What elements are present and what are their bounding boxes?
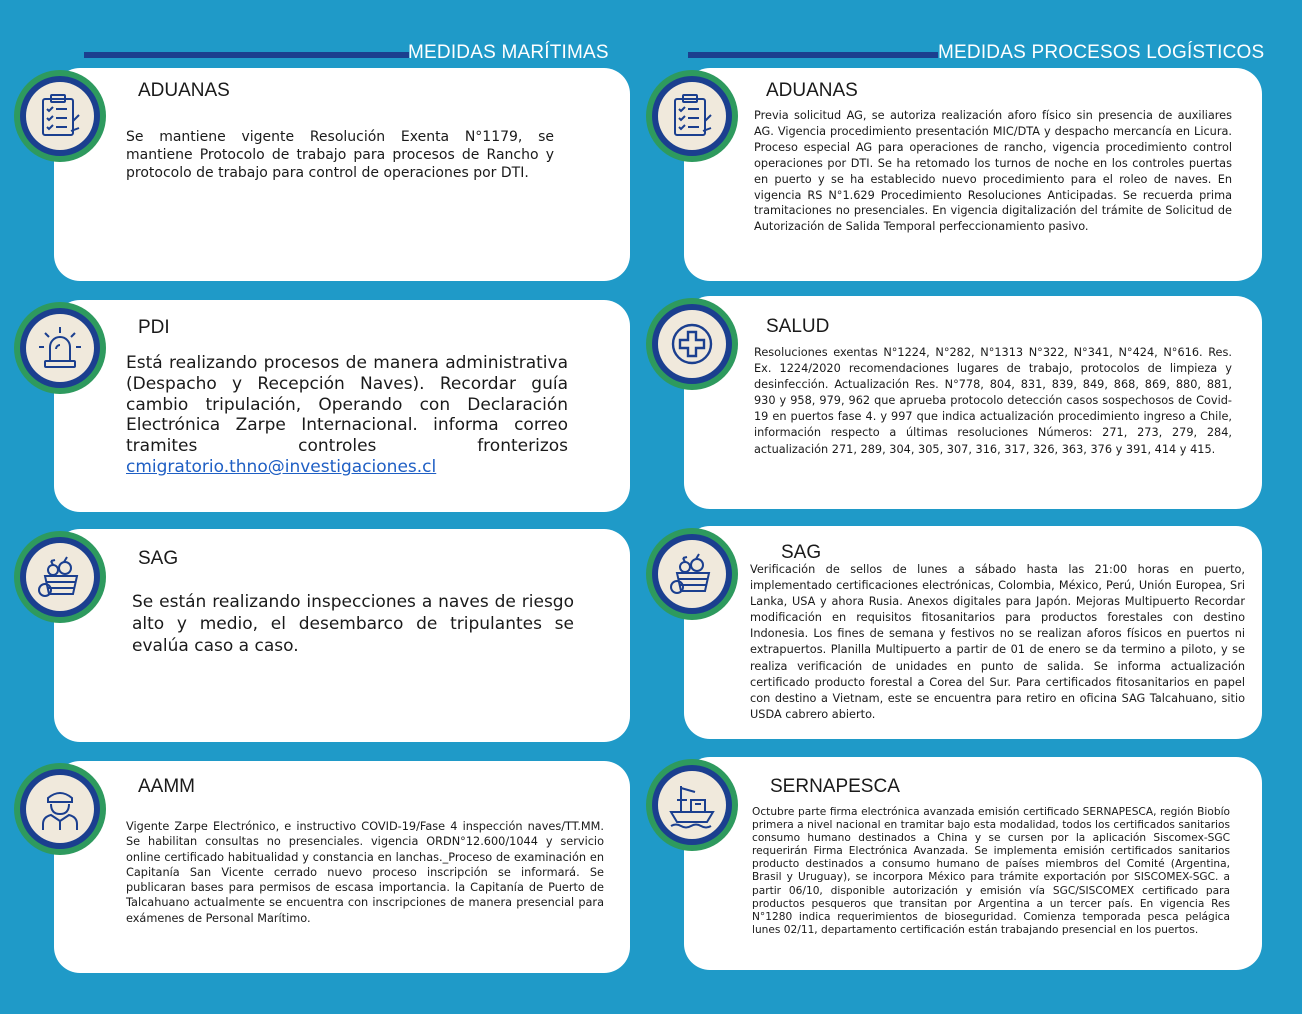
card-text: Previa solicitud AG, se autoriza realización aforo físico sin presencia de auxiliares AG. Vigencia procedimiento presentación MIC/DTA y despacho mercancía en Licura. Proceso especial AG para operaciones de rancho, vigencia procedimiento control operaciones por DTI. Se ha retomado los turnos de noche en los controles puertas en puerto y se ha establecido nuevo procedimiento para el roleo de naves. En vigencia RS N°1.629 Procedimiento Resoluciones Anticipadas. Se recuerda prima tramitaciones no presenciales. En vigencia digitalización del trámite de Solicitud de Autorización de Salida Temporal perfeccionamiento pasivo.: [754, 109, 1232, 234]
sernapesca-card: [684, 757, 1262, 970]
fishing-boat-badge: [646, 759, 738, 851]
card-title: AAMM: [138, 776, 195, 797]
captain-officer-icon: [35, 784, 85, 834]
card-text: Vigente Zarpe Electrónico, e instructivo COVID-19/Fase 4 inspección naves/TT.MM. Se habilitan consultas no presenciales. vigencia ORDN°12.600/1044 y servicio online certificado habitualidad y constancia en lanchas._Proceso de examinación en Capitanía San Vicente cerrado nuevo proceso inscripción se informará. Se publicaran bases para permisos de escasa importancia. la Capitanía de Puerto de Talcahuano actualmente se encuentra con inscripciones de manera presencial para exámenes de Personal Marítimo.: [126, 820, 604, 925]
siren-light-icon: [35, 323, 85, 373]
fruit-basket-badge: [646, 528, 738, 620]
card-text: [126, 353, 568, 478]
salud-card: [684, 296, 1262, 509]
fishing-boat-icon: [667, 780, 717, 830]
card-text: Resoluciones exentas N°1224, N°282, N°1313 N°322, N°341, N°424, N°616. Res. Ex. 1224/2020 recomendaciones lugares de trabajo, protocolos de limpieza y desinfección. Actualización Res. N°778, 804, 831, 839, 849, 868, 869, 880, 881, 930 y 958, 979, 962 que aprueba protocolo detección casos sospechosos de Covid-19 en puertos fase 4. y 997 que indica actualización procedimiento ingreso a Chile, información respecto a últimas resoluciones Números: 271, 273, 279, 284, actualización 271, 289, 304, 305, 307, 316, 317, 326, 363, 376 y 391, 414 y 415.: [754, 346, 1232, 456]
card-text: Octubre parte firma electrónica avanzada emisión certificado SERNAPESCA, región Biobío primera a nivel nacional en tramitar bajo esta modalidad, todos los certificados sanitarios consumo humano destinados a China y se cursen por la aplicación Siscomex-SGC requerirán Firma Electrónica Avanzada. Se implementa emisión certificados sanitarios producto destinados a consumo humano de países miembros del Comité (Argentina, Brasil y Uruguay), se incorpora México para trámite exportación por SISCOMEX-SGC. a partir 06/10, disponible autorización y emisión vía SGC/SISCOMEX certificado para productos pesqueros que transitan por Argentina a un tercer país. En vigencia Res N°1280 indica requerimientos de bioseguridad. Comienza temporada pesca pelágica lunes 02/11, departamento certificación están trabajando presencial en los puertos.: [752, 806, 1230, 936]
card-title: SAG: [781, 542, 822, 563]
card-text: Verificación de sellos de lunes a sábado hasta las 21:00 horas en puerto, implementado certificaciones electrónicas, Colombia, México, Perú, Unión Europea, Sri Lanka, USA y ahora Rusia. Anexos digitales para Japón. Mejoras Multipuerto Recordar modificación en requisitos fitosanitarios para productos forestales con destino Indonesia. Los fines de semana y festivos no se realizan aforos físicos en puertos ni extrapuertos. Planilla Multipuerto a partir de 01 de enero se da termino a piloto, y se realiza verificación de unidades en punto de salida. Se informa actualización certificado producto forestal a Corea del Sur. Para certificados fitosanitarios en papel con destino a Vietnam, este se encuentra para retiro en oficina SAG Talcahuano, sitio USDA cabrero abierto.: [750, 563, 1245, 721]
right-column-header: [688, 38, 1278, 72]
sag-logistics-card: [684, 526, 1262, 739]
clipboard-checklist-icon: [35, 91, 85, 141]
header-bar: [84, 52, 409, 58]
clipboard-checklist-icon: [667, 91, 717, 141]
siren-light-badge: [14, 302, 106, 394]
header-bar: [688, 52, 938, 58]
fruit-basket-icon: [667, 549, 717, 599]
pdi-text: Está realizando procesos de manera administrativa (Despacho y Recepción Naves). Recordar guía cambio tripulación, Operando con Declaración Electrónica Zarpe Internacional. informa correo tramites controles fronterizos: [126, 353, 568, 457]
clipboard-checklist-badge: [14, 70, 106, 162]
card-title: SAG: [138, 548, 179, 569]
card-text: Se están realizando inspecciones a naves de riesgo alto y medio, el desembarco de tripulantes se evalúa caso a caso.: [132, 592, 574, 656]
aduanas-maritime-card: [54, 68, 630, 281]
fruit-basket-badge: [14, 531, 106, 623]
left-column-header: [84, 38, 614, 72]
pdi-card: [54, 300, 630, 512]
pdi-email-link[interactable]: cmigratorio.thno@investigaciones.cl: [126, 456, 437, 477]
medical-cross-icon: [667, 319, 717, 369]
card-title: ADUANAS: [766, 80, 858, 101]
fruit-basket-icon: [35, 552, 85, 602]
aamm-card: [54, 761, 630, 973]
captain-officer-badge: [14, 763, 106, 855]
aduanas-logistics-card: [684, 68, 1262, 281]
card-text: Se mantiene vigente Resolución Exenta N°1179, se mantiene Protocolo de trabajo para procesos de Rancho y protocolo de trabajo para control de operaciones por DTI.: [126, 129, 554, 181]
sag-maritime-card: [54, 529, 630, 742]
card-title: PDI: [138, 317, 170, 338]
clipboard-checklist-badge: [646, 70, 738, 162]
card-title: ADUANAS: [138, 80, 230, 101]
card-title: SALUD: [766, 316, 830, 337]
card-title: SERNAPESCA: [770, 776, 900, 797]
medical-cross-badge: [646, 298, 738, 390]
left-header-title: MEDIDAS MARÍTIMAS: [408, 42, 609, 63]
right-header-title: MEDIDAS PROCESOS LOGÍSTICOS: [938, 42, 1265, 63]
